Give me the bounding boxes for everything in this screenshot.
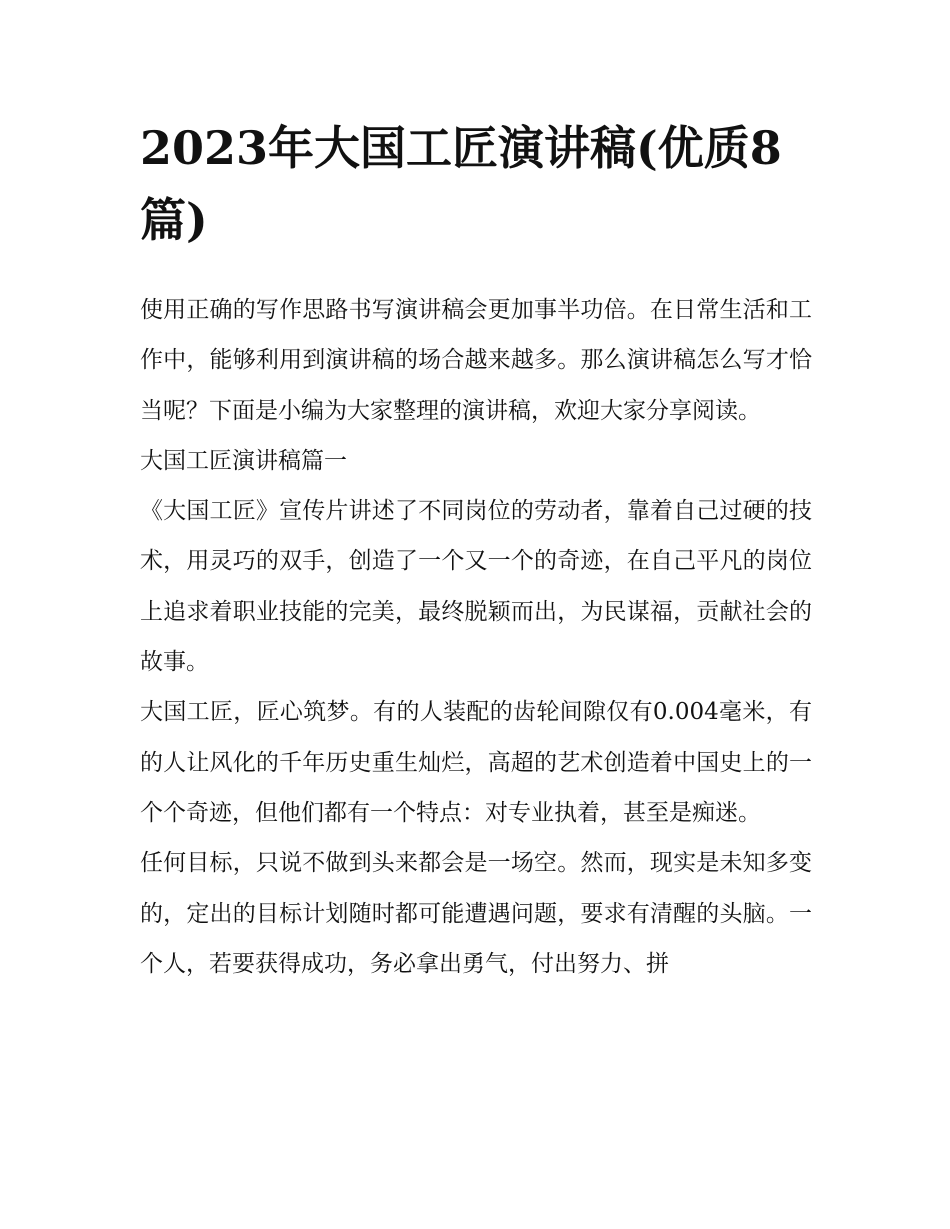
document-content: [140, 112, 812, 989]
document-body: [140, 285, 812, 989]
body-paragraph: 大国工匠，匠心筑梦。有的人装配的齿轮间隙仅有0.004毫米，有的人让风化的千年历史重生灿烂，高超的艺术创造着中国史上的一个个奇迹，但他们都有一个特点：对专业执着，甚至是痴迷。: [140, 699, 812, 826]
section-heading: 大国工匠演讲稿篇一: [140, 447, 347, 474]
intro-paragraph: 使用正确的写作思路书写演讲稿会更加事半功倍。在日常生活和工作中，能够利用到演讲稿的场合越来越多。那么演讲稿怎么写才恰当呢？下面是小编为大家整理的演讲稿，欢迎大家分享阅读。: [140, 297, 812, 424]
document-title: 2023年大国工匠演讲稿(优质8篇): [140, 121, 782, 247]
body-paragraph: 任何目标，只说不做到头来都会是一场空。然而，现实是未知多变的，定出的目标计划随时都可能遭遇问题，要求有清醒的头脑。一个人，若要获得成功，务必拿出勇气，付出努力、拼: [140, 850, 812, 977]
body-paragraph: 《大国工匠》宣传片讲述了不同岗位的劳动者，靠着自己过硬的技术，用灵巧的双手，创造了一个又一个的奇迹，在自己平凡的岗位上追求着职业技能的完美，最终脱颖而出，为民谋福，贡献社会的故事。: [140, 498, 812, 676]
